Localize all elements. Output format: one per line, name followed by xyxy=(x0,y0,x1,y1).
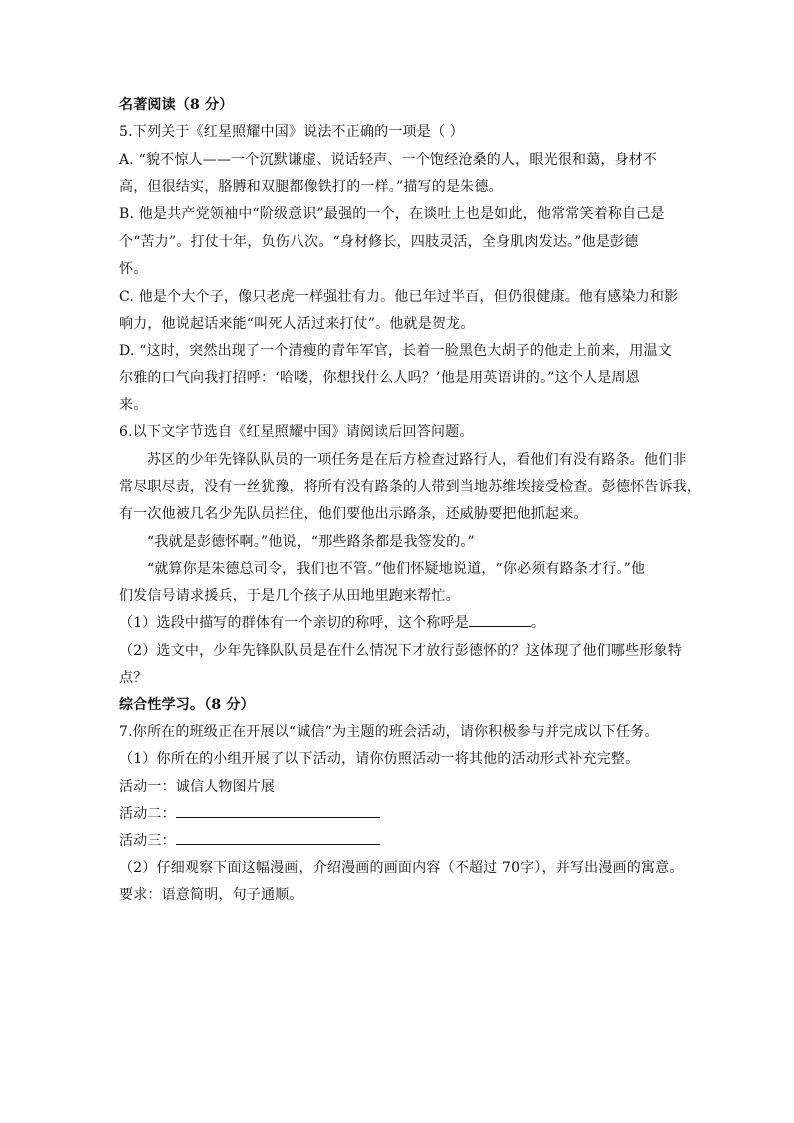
q5-option-a-line1: A. “貌不惊人——一个沉默谦虚、说话轻声、一个饱经沧桑的人，眼光很和蔼，身材不 xyxy=(119,152,658,168)
q7-activity-3-blank[interactable] xyxy=(176,832,380,845)
q5-option-b-line1: B. 他是共产党领袖中“阶级意识”最强的一个，在谈吐上也是如此，他常常笑着称自己是 xyxy=(119,206,665,222)
q7-sub2: （2）仔细观察下面这幅漫画，介绍漫画的画面内容（不超过 70字），并写出漫画的寓意。 xyxy=(119,860,684,876)
q6-sub1-end: 。 xyxy=(530,615,546,631)
q6-sub1-text: （1）选段中描写的群体有一个亲切的称呼，这个称呼是 xyxy=(119,615,469,631)
q6-sub2-line1: （2）选文中，少年先锋队队员是在什么情况下才放行彭德怀的？这体现了他们哪些形象特 xyxy=(119,643,682,659)
q5-option-c-line1: C. 他是个大个子，像只老虎一样强壮有力。他已年过半百，但仍很健康。他有感染力和影 xyxy=(119,289,679,305)
q6-passage-p2: “我就是彭德怀啊。”他说，“那些路条都是我签发的。” xyxy=(147,534,475,550)
q5-option-a-line2: 高，但很结实，胳膊和双腿都像铁打的一样。”描写的是朱德。 xyxy=(119,179,503,195)
q6-passage-p3-line1: “就算你是朱德总司令，我们也不管。”他们怀疑地说道，“你必须有路条才行。”他 xyxy=(147,561,646,577)
q7-stem: 7.你所在的班级正在开展以“诚信”为主题的班会活动，请你积极参与并完成以下任务。 xyxy=(119,724,659,740)
section-title-reading: 名著阅读（8 分） xyxy=(119,97,234,113)
q7-activity-2-label: 活动二： xyxy=(119,806,176,822)
q6-sub2-line2: 点？ xyxy=(119,670,148,686)
q6-sub1 xyxy=(119,614,545,632)
q5-option-c-line2: 响力，他说起话来能“叫死人活过来打仗”。他就是贺龙。 xyxy=(119,316,475,332)
q5-option-b-line2: 个“苦力”。打仗十年，负伤八次。“身材修长，四肢灵活，全身肌肉发达。”他是彭德 xyxy=(119,234,639,250)
q6-stem: 6.以下文字节选自《红星照耀中国》请阅读后回答问题。 xyxy=(119,424,474,440)
q5-option-d-line3: 来。 xyxy=(119,397,148,413)
q6-passage-p1-line1: 苏区的少年先锋队队员的一项任务是在后方检查过路行人，看他们有没有路条。他们非 xyxy=(147,452,687,468)
q5-option-b-line3: 怀。 xyxy=(119,261,148,277)
q7-sub1: （1）你所在的小组开展了以下活动，请你仿照活动一将其他的活动形式补充完整。 xyxy=(119,751,640,767)
q7-activity-3-label: 活动三： xyxy=(119,833,176,849)
q6-passage-p1-line3: 有一次他被几名少先队员拦住，他们要他出示路条，还威胁要把他抓起来。 xyxy=(119,506,588,522)
q7-activity-1: 活动一：诚信人物图片展 xyxy=(119,779,276,795)
q7-requirement: 要求：语意简明，句子通顺。 xyxy=(119,887,304,903)
q7-activity-2 xyxy=(119,805,380,823)
q7-activity-3 xyxy=(119,832,380,850)
q5-stem: 5.下列关于《红星照耀中国》说法不正确的一项是（ ） xyxy=(119,124,465,140)
q5-option-d-line1: D. “这时，突然出现了一个清瘦的青年军官，长着一脸黑色大胡子的他走上前来，用温文 xyxy=(119,343,672,359)
q7-activity-2-blank[interactable] xyxy=(176,805,380,818)
q5-option-d-line2: 尔雅的口气向我打招呼：‘哈喽，你想找什么人吗？’他是用英语讲的。”这个人是周恩 xyxy=(119,370,640,386)
q6-passage-p1-line2: 常尽职尽责，没有一丝犹豫，将所有没有路条的人带到当地苏维埃接受检查。彭德怀告诉我， xyxy=(119,479,702,495)
q6-passage-p3-line2: 们发信号请求援兵，于是几个孩子从田地里跑来帮忙。 xyxy=(119,588,460,604)
section-title-comprehensive: 综合性学习。（8 分） xyxy=(119,697,255,713)
q6-sub1-answer-blank[interactable] xyxy=(469,614,531,627)
